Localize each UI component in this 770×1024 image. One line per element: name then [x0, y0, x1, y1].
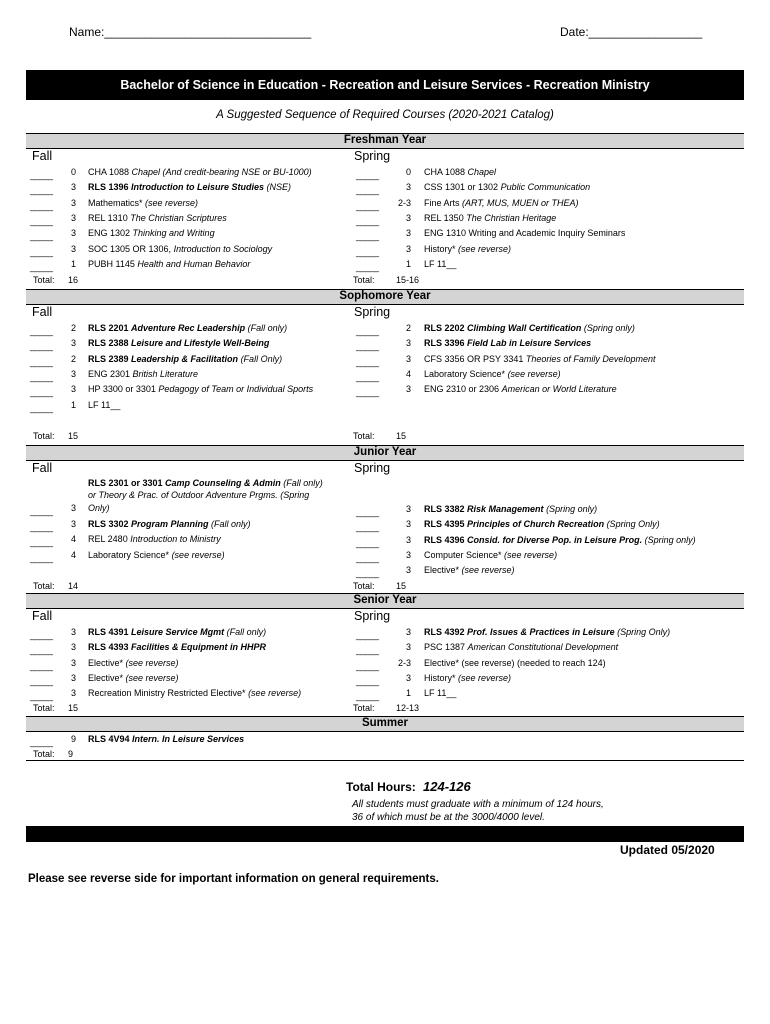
- freshman-fall-course: [88, 198, 198, 208]
- junior-fall-camp-blank[interactable]: _____: [30, 506, 53, 516]
- course-text-part: Introduction to Ministry: [130, 534, 221, 545]
- course-text-part: RLS 4395: [424, 519, 468, 530]
- senior-spring-blank[interactable]: _____: [356, 645, 379, 656]
- freshman-fall-blank[interactable]: _____: [30, 261, 53, 272]
- course-text-part: (Fall only): [245, 323, 288, 333]
- junior-spring-blank[interactable]: _____: [356, 552, 379, 563]
- senior-spring-blank[interactable]: _____: [356, 660, 379, 671]
- course-text-part: Risk Management: [467, 504, 544, 514]
- summer-total-value: 9: [68, 749, 74, 759]
- freshman-fall-course: [88, 244, 272, 254]
- sophomore-year-heading: Sophomore Year: [26, 289, 744, 305]
- course-text-part: RLS 3382: [424, 504, 468, 514]
- junior-fall-blank[interactable]: _____: [30, 537, 53, 548]
- senior-spring-course: [424, 658, 606, 668]
- junior-spring-course: [424, 519, 660, 529]
- course-text-part: ENG 1302: [88, 228, 133, 239]
- sophomore-spring-blank[interactable]: _____: [356, 356, 379, 367]
- course-text-part: Climbing Wall Certification: [467, 323, 582, 333]
- course-text-part: (see reverse): [171, 549, 225, 560]
- course-text-part: (see reverse): [145, 197, 199, 208]
- junior-spring-total-value: 15: [396, 581, 407, 591]
- course-text-part: (Spring Only): [614, 627, 671, 637]
- sophomore-fall-credits: 3: [70, 368, 76, 379]
- sophomore-spring-credits: 3: [405, 338, 411, 349]
- senior-fall-credits: 3: [70, 672, 76, 683]
- course-text-part: HP 3300 or 3301: [88, 384, 159, 395]
- senior-fall-course: [88, 642, 266, 652]
- freshman-fall-credits: 0: [70, 167, 76, 177]
- course-text-part: RLS 2389: [88, 353, 132, 364]
- course-text-part: CHA 1088: [424, 167, 468, 177]
- course-text-part: Prof. Issues & Practices in Leisure: [467, 627, 615, 637]
- freshman-fall-total-value: 16: [68, 275, 79, 285]
- course-text-part: (NSE): [264, 182, 292, 193]
- course-text-part: Consid. for Diverse Pop. in Leisure Prog.: [467, 534, 643, 545]
- freshman-spring-blank[interactable]: _____: [356, 170, 379, 180]
- course-text-part: RLS 4391: [88, 627, 132, 637]
- sophomore-spring-total-label: Total:: [353, 431, 375, 441]
- sophomore-spring-credits: 2: [405, 323, 411, 333]
- course-text-part: (Fall only): [224, 627, 267, 637]
- updated-date: Updated 05/2020: [620, 843, 715, 857]
- freshman-spring-blank[interactable]: _____: [356, 185, 379, 196]
- course-text-part: Elective*: [88, 657, 126, 668]
- course-text-part: Fine Arts: [424, 197, 463, 208]
- freshman-fall-credits: 3: [70, 182, 76, 193]
- freshman-spring-credits: 3: [405, 243, 411, 254]
- senior-spring-label: Spring: [354, 609, 391, 623]
- junior-fall-credits: 3: [70, 519, 76, 529]
- freshman-fall-course: [88, 182, 291, 192]
- sophomore-spring-credits: 3: [405, 384, 411, 395]
- course-text-part: The Christian Heritage: [466, 212, 557, 223]
- sophomore-fall-course: [88, 369, 198, 379]
- junior-fall-label: Fall: [32, 461, 53, 475]
- senior-spring-course: [424, 642, 618, 652]
- sophomore-fall-credits: 3: [70, 338, 76, 349]
- junior-fall-total-label: Total:: [33, 581, 55, 591]
- freshman-fall-credits: 3: [70, 243, 76, 254]
- course-text-part: (see reverse): [507, 368, 561, 379]
- freshman-fall-blank[interactable]: _____: [30, 200, 53, 211]
- course-text-part: Field Lab in Leisure Services: [467, 338, 592, 349]
- course-text-part: Elective*: [88, 672, 126, 683]
- senior-spring-credits: 1: [405, 688, 411, 699]
- course-text-part: (see reverse): [461, 565, 515, 576]
- junior-spring-label: Spring: [354, 461, 391, 475]
- subtitle: A Suggested Sequence of Required Courses (2020-2021 Catalog): [216, 109, 554, 121]
- course-text-part: Pedagogy of Team or Individual Sports: [158, 384, 314, 395]
- junior-fall-camp-course-line3: Only): [88, 503, 110, 513]
- course-text-part: Leisure Service Mgmt: [131, 627, 225, 637]
- freshman-fall-course: [88, 167, 312, 177]
- course-text-part: American Constitutional Development: [467, 642, 619, 653]
- freshman-year-heading: Freshman Year: [26, 133, 744, 149]
- senior-fall-course: [88, 627, 266, 637]
- sophomore-fall-credits: 1: [70, 399, 76, 410]
- freshman-spring-credits: 0: [405, 167, 411, 177]
- freshman-spring-course: [424, 198, 579, 208]
- course-text-part: (ART, MUS, MUEN or THEA): [462, 197, 579, 208]
- course-text-part: LF 11__: [424, 688, 457, 699]
- sophomore-fall-credits: 2: [70, 323, 76, 333]
- senior-fall-blank[interactable]: _____: [30, 630, 53, 640]
- course-text-part: Introduction to Leisure Studies: [131, 182, 265, 193]
- course-text-part: RLS 3302: [88, 519, 132, 529]
- course-text-part: LF 11__: [424, 258, 457, 269]
- freshman-spring-blank[interactable]: _____: [356, 215, 379, 226]
- senior-spring-credits: 3: [405, 642, 411, 653]
- course-text-part: ENG 2310 or 2306: [424, 384, 502, 395]
- course-text-part: (see reverse): [125, 657, 179, 668]
- sophomore-fall-blank[interactable]: _____: [30, 387, 53, 398]
- course-text-part: Elective*: [424, 565, 462, 576]
- program-title: Bachelor of Science in Education - Recreation and Leisure Services - Recreation Ministry: [26, 70, 744, 100]
- freshman-fall-course: [88, 213, 227, 223]
- junior-spring-credits: 3: [405, 549, 411, 560]
- course-text-part: ENG 1310 Writing and Academic Inquiry Seminars: [424, 228, 626, 239]
- sophomore-spring-course: [424, 338, 591, 348]
- freshman-spring-credits: 2-3: [397, 197, 411, 208]
- senior-fall-credits: 3: [70, 688, 76, 699]
- course-text-part: Thinking and Writing: [132, 228, 215, 239]
- freshman-fall-blank[interactable]: _____: [30, 170, 53, 180]
- course-text-part: Laboratory Science*: [88, 549, 172, 560]
- course-text-part: CFS 3356 OR PSY 3341: [424, 353, 526, 364]
- course-text-part: (Spring Only): [604, 519, 660, 530]
- sophomore-fall-course: [88, 400, 120, 410]
- sophomore-fall-course: [88, 354, 282, 364]
- total-hours-label: Total Hours:: [346, 780, 416, 794]
- senior-spring-credits: 3: [405, 672, 411, 683]
- course-text-part: Camp Counseling & Admin: [165, 478, 281, 488]
- senior-fall-credits: 3: [70, 627, 76, 637]
- course-text-part: Health and Human Behavior: [137, 258, 251, 269]
- junior-fall-blank[interactable]: _____: [30, 552, 53, 563]
- freshman-fall-credits: 3: [70, 212, 76, 223]
- junior-fall-camp-credits: 3: [70, 503, 76, 513]
- sophomore-spring-credits: 3: [405, 353, 411, 364]
- course-text-part: Chapel: [467, 167, 497, 177]
- course-text-part: Introduction to Sociology: [173, 243, 273, 254]
- course-text-part: REL 1310: [88, 212, 131, 223]
- senior-spring-course: [424, 673, 511, 683]
- freshman-spring-blank[interactable]: _____: [356, 231, 379, 242]
- course-text-part: REL 1350: [424, 212, 467, 223]
- sophomore-spring-course: [424, 384, 617, 394]
- senior-fall-blank[interactable]: _____: [30, 645, 53, 656]
- freshman-fall-label: Fall: [32, 149, 53, 163]
- freshman-fall-blank[interactable]: _____: [30, 185, 53, 196]
- freshman-spring-label: Spring: [354, 149, 391, 163]
- course-text-part: Laboratory Science*: [424, 368, 508, 379]
- senior-spring-blank[interactable]: _____: [356, 691, 379, 702]
- freshman-spring-course: [424, 213, 556, 223]
- senior-year-heading: Senior Year: [26, 593, 744, 609]
- course-text-part: American or World Literature: [501, 384, 617, 395]
- senior-spring-course: [424, 688, 456, 698]
- senior-fall-blank[interactable]: _____: [30, 675, 53, 686]
- course-text-part: LF 11__: [88, 399, 121, 410]
- junior-spring-course: [424, 504, 597, 514]
- freshman-spring-total-label: Total:: [353, 275, 375, 285]
- summer-blank[interactable]: _____: [30, 737, 53, 747]
- junior-fall-course: [88, 550, 225, 560]
- course-text-part: Program Planning: [131, 519, 209, 529]
- senior-spring-credits: 2-3: [397, 657, 411, 668]
- course-text-part: Leisure and Lifestyle Well-Being: [131, 338, 270, 349]
- summer-heading: Summer: [26, 716, 744, 732]
- senior-fall-label: Fall: [32, 609, 53, 623]
- course-text-part: RLS 3396: [424, 338, 468, 349]
- course-text-part: Recreation Ministry Restricted Elective*: [88, 688, 249, 699]
- junior-spring-course: [424, 535, 696, 545]
- freshman-spring-credits: 3: [405, 212, 411, 223]
- senior-spring-credits: 3: [405, 627, 411, 637]
- senior-spring-blank[interactable]: _____: [356, 675, 379, 686]
- sophomore-spring-label: Spring: [354, 305, 391, 319]
- freshman-fall-course: [88, 259, 250, 269]
- senior-fall-blank[interactable]: _____: [30, 691, 53, 702]
- course-text-part: RLS 2388: [88, 338, 132, 349]
- sophomore-fall-blank[interactable]: _____: [30, 356, 53, 367]
- graduation-note-line2: 36 of which must be at the 3000/4000 level.: [352, 812, 545, 823]
- junior-fall-blank[interactable]: _____: [30, 522, 53, 532]
- senior-fall-course: [88, 658, 179, 668]
- course-text-part: RLS 4396: [424, 534, 468, 545]
- freshman-spring-course: [424, 244, 511, 254]
- course-text-part: Theories of Family Development: [525, 353, 656, 364]
- freshman-spring-blank[interactable]: _____: [356, 261, 379, 272]
- freshman-spring-course: [424, 228, 625, 238]
- course-text-part: Principles of Church Recreation: [467, 519, 605, 530]
- course-text-part: (Fall only): [208, 519, 251, 529]
- sophomore-fall-blank[interactable]: _____: [30, 402, 53, 413]
- sophomore-spring-blank[interactable]: _____: [356, 387, 379, 398]
- freshman-fall-blank[interactable]: _____: [30, 246, 53, 257]
- senior-fall-credits: 3: [70, 657, 76, 668]
- junior-spring-course: [424, 565, 515, 575]
- senior-spring-total-label: Total:: [353, 703, 375, 713]
- junior-spring-blank[interactable]: _____: [356, 537, 379, 548]
- course-text-part: PSC 1387: [424, 642, 468, 653]
- junior-spring-blank[interactable]: _____: [356, 522, 379, 533]
- freshman-spring-course: [424, 182, 590, 192]
- freshman-spring-credits: 1: [405, 258, 411, 269]
- junior-spring-credits: 3: [405, 504, 411, 514]
- junior-spring-total-label: Total:: [353, 581, 375, 591]
- course-text-part: (see reverse): [125, 672, 179, 683]
- junior-fall-course: [88, 519, 251, 529]
- course-text-part: RLS 4V94: [88, 734, 133, 744]
- course-text-part: (Fall only): [280, 478, 323, 488]
- course-text-part: SOC 1305 OR 1306,: [88, 243, 174, 254]
- course-text-part: Intern. In Leisure Services: [132, 734, 245, 744]
- name-field-label: Name:_______________________________: [69, 25, 312, 39]
- junior-fall-camp-course-line1: [88, 478, 323, 488]
- course-text-part: (see reverse): [458, 672, 512, 683]
- sophomore-spring-credits: 4: [405, 368, 411, 379]
- sophomore-fall-credits: 2: [70, 353, 76, 364]
- freshman-spring-total-value: 15-16: [396, 275, 420, 285]
- course-text-part: CHA 1088: [88, 167, 132, 177]
- course-text-part: RLS 4392: [424, 627, 468, 637]
- course-text-part: ENG 2301: [88, 368, 133, 379]
- sophomore-spring-course: [424, 369, 561, 379]
- senior-spring-course: [424, 627, 670, 637]
- freshman-fall-credits: 1: [70, 258, 76, 269]
- course-text-part: Leadership & Facilitation: [131, 353, 239, 364]
- reverse-side-note: Please see reverse side for important information on general requirements.: [28, 873, 439, 885]
- sophomore-fall-blank[interactable]: _____: [30, 326, 53, 336]
- course-text-part: CSS 1301 or 1302: [424, 182, 501, 193]
- freshman-spring-credits: 3: [405, 228, 411, 239]
- course-text-part: RLS 2201: [88, 323, 132, 333]
- freshman-fall-credits: 3: [70, 197, 76, 208]
- senior-spring-total-value: 12-13: [396, 703, 420, 713]
- freshman-fall-total-label: Total:: [33, 275, 55, 285]
- freshman-fall-blank[interactable]: _____: [30, 215, 53, 226]
- date-field-label: Date:_________________: [560, 25, 703, 39]
- junior-fall-course: [88, 534, 221, 544]
- senior-fall-total-label: Total:: [33, 703, 55, 713]
- senior-fall-total-value: 15: [68, 703, 79, 713]
- course-text-part: RLS 4393: [88, 642, 132, 653]
- course-text-part: (Spring only): [581, 323, 635, 333]
- sophomore-spring-blank[interactable]: _____: [356, 341, 379, 352]
- sophomore-fall-blank[interactable]: _____: [30, 371, 53, 382]
- course-text-part: Computer Science*: [424, 549, 505, 560]
- sophomore-fall-label: Fall: [32, 305, 53, 319]
- freshman-spring-course: [424, 259, 456, 269]
- course-text-part: History*: [424, 243, 459, 254]
- summer-course: [88, 734, 244, 744]
- course-text-part: Mathematics*: [88, 197, 146, 208]
- senior-fall-credits: 3: [70, 642, 76, 653]
- course-text-part: PUBH 1145: [88, 258, 138, 269]
- total-hours-value: 124-126: [423, 779, 471, 794]
- course-text-part: (see reverse): [458, 243, 512, 254]
- senior-fall-course: [88, 688, 301, 698]
- summer-credits: 9: [70, 734, 76, 744]
- senior-spring-blank[interactable]: _____: [356, 630, 379, 640]
- course-text-part: Elective* (see reverse) (needed to reach 124): [424, 657, 606, 668]
- course-text-part: RLS 1396: [88, 182, 132, 193]
- junior-spring-blank[interactable]: _____: [356, 568, 379, 579]
- course-text-part: Public Communication: [500, 182, 591, 193]
- course-text-part: Chapel (And credit-bearing NSE or BU-1000): [131, 167, 312, 177]
- freshman-spring-blank[interactable]: _____: [356, 246, 379, 257]
- junior-fall-credits: 4: [70, 534, 76, 545]
- graduation-note-line1: All students must graduate with a minimum of 124 hours,: [352, 799, 604, 810]
- course-text-part: (Fall Only): [238, 353, 283, 364]
- summer-bottom-rule: [26, 760, 744, 761]
- sophomore-fall-total-label: Total:: [33, 431, 55, 441]
- sophomore-spring-blank[interactable]: _____: [356, 326, 379, 336]
- course-text-part: The Christian Scriptures: [130, 212, 227, 223]
- sophomore-spring-blank[interactable]: _____: [356, 371, 379, 382]
- sophomore-fall-total-value: 15: [68, 431, 79, 441]
- summer-total-label: Total:: [33, 749, 55, 759]
- junior-fall-camp-course-line2: or Theory & Prac. of Outdoor Adventure Prgms. (Spring: [88, 490, 310, 500]
- freshman-fall-blank[interactable]: _____: [30, 231, 53, 242]
- freshman-spring-credits: 3: [405, 182, 411, 193]
- sophomore-spring-total-value: 15: [396, 431, 407, 441]
- sophomore-spring-course: [424, 323, 635, 333]
- bottom-black-bar: [26, 826, 744, 842]
- junior-spring-credits: 3: [405, 519, 411, 530]
- junior-fall-total-value: 14: [68, 581, 79, 591]
- senior-fall-course: [88, 673, 179, 683]
- junior-spring-credits: 3: [405, 534, 411, 545]
- freshman-spring-blank[interactable]: _____: [356, 200, 379, 211]
- course-text-part: (see reverse): [504, 549, 558, 560]
- sophomore-fall-credits: 3: [70, 384, 76, 395]
- freshman-fall-course: [88, 228, 215, 238]
- course-text-part: History*: [424, 672, 459, 683]
- sophomore-spring-course: [424, 354, 655, 364]
- junior-spring-course: [424, 550, 557, 560]
- freshman-fall-credits: 3: [70, 228, 76, 239]
- course-text-part: REL 2480: [88, 534, 131, 545]
- course-text-part: Facilities & Equipment in HHPR: [131, 642, 267, 653]
- course-text-part: (see reverse): [248, 688, 302, 699]
- course-text-part: (Spring only): [642, 534, 696, 545]
- junior-fall-credits: 4: [70, 549, 76, 560]
- junior-spring-blank[interactable]: _____: [356, 507, 379, 517]
- senior-fall-blank[interactable]: _____: [30, 660, 53, 671]
- course-text-part: British Literature: [132, 368, 199, 379]
- sophomore-fall-course: [88, 338, 269, 348]
- junior-spring-credits: 3: [405, 565, 411, 576]
- sophomore-fall-course: [88, 384, 313, 394]
- course-text-part: RLS 2202: [424, 323, 468, 333]
- freshman-spring-course: [424, 167, 496, 177]
- junior-year-heading: Junior Year: [26, 445, 744, 461]
- course-text-part: RLS 2301 or 3301: [88, 478, 166, 488]
- sophomore-fall-blank[interactable]: _____: [30, 341, 53, 352]
- course-text-part: Adventure Rec Leadership: [131, 323, 246, 333]
- sophomore-fall-course: [88, 323, 287, 333]
- course-text-part: (Spring only): [543, 504, 598, 514]
